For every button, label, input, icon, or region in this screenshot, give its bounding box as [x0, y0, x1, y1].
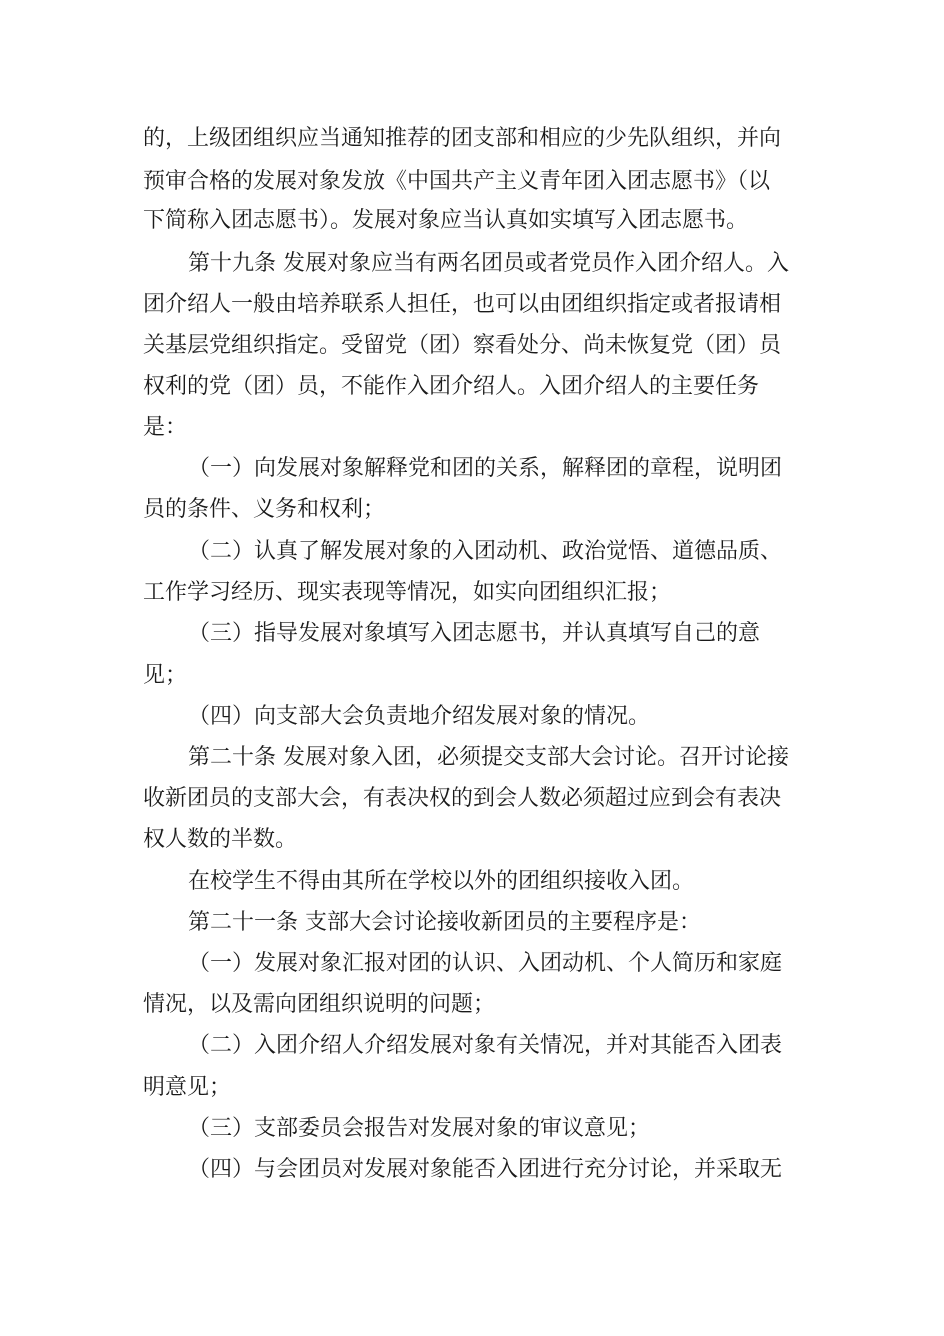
text-line: 工作学习经历、现实表现等情况，如实向团组织汇报； — [143, 580, 672, 605]
text-line: 情况，以及需向团组织说明的问题； — [143, 992, 496, 1017]
text-line: 预审合格的发展对象发放《中国共产主义青年团入团志愿书》（以 — [143, 169, 771, 194]
text-line: 第二十条 发展对象入团，必须提交支部大会讨论。召开讨论接 — [188, 745, 789, 770]
text-line: （二）认真了解发展对象的入团动机、政治觉悟、道德品质、 — [188, 539, 783, 564]
text-line: 是： — [143, 415, 188, 440]
text-line: 团介绍人一般由培养联系人担任，也可以由团组织指定或者报请相 — [143, 292, 782, 317]
text-line: （四）与会团员对发展对象能否入团进行充分讨论，并采取无 — [188, 1157, 783, 1182]
text-line: 权人数的半数。 — [143, 827, 298, 852]
text-line: （三）指导发展对象填写入团志愿书，并认真填写自己的意 — [188, 621, 761, 646]
text-line: 权利的党（团）员，不能作入团介绍人。入团介绍人的主要任务 — [143, 374, 760, 399]
text-line: （一）向发展对象解释党和团的关系，解释团的章程，说明团 — [188, 456, 783, 481]
text-line: 关基层党组织指定。受留党（团）察看处分、尚未恢复党（团）员 — [143, 333, 782, 358]
text-line: 在校学生不得由其所在学校以外的团组织接收入团。 — [188, 869, 695, 894]
text-line: 下简称入团志愿书）。发展对象应当认真如实填写入团志愿书。 — [143, 208, 749, 233]
text-line: 员的条件、义务和权利； — [143, 497, 386, 522]
text-line: （二）入团介绍人介绍发展对象有关情况，并对其能否入团表 — [188, 1033, 783, 1058]
text-line: （四）向支部大会负责地介绍发展对象的情况。 — [188, 704, 651, 729]
text-line: （三）支部委员会报告对发展对象的审议意见； — [188, 1116, 651, 1141]
text-line: 第二十一条 支部大会讨论接收新团员的主要程序是： — [188, 910, 701, 935]
text-line: （一）发展对象汇报对团的认识、入团动机、个人简历和家庭 — [188, 951, 783, 976]
text-line: 第十九条 发展对象应当有两名团员或者党员作入团介绍人。入 — [188, 251, 789, 276]
text-line: 明意见； — [143, 1075, 232, 1100]
text-line: 收新团员的支部大会，有表决权的到会人数必须超过应到会有表决 — [143, 786, 782, 811]
text-line: 的，上级团组织应当通知推荐的团支部和相应的少先队组织，并向 — [143, 126, 782, 151]
text-line: 见； — [143, 663, 188, 688]
